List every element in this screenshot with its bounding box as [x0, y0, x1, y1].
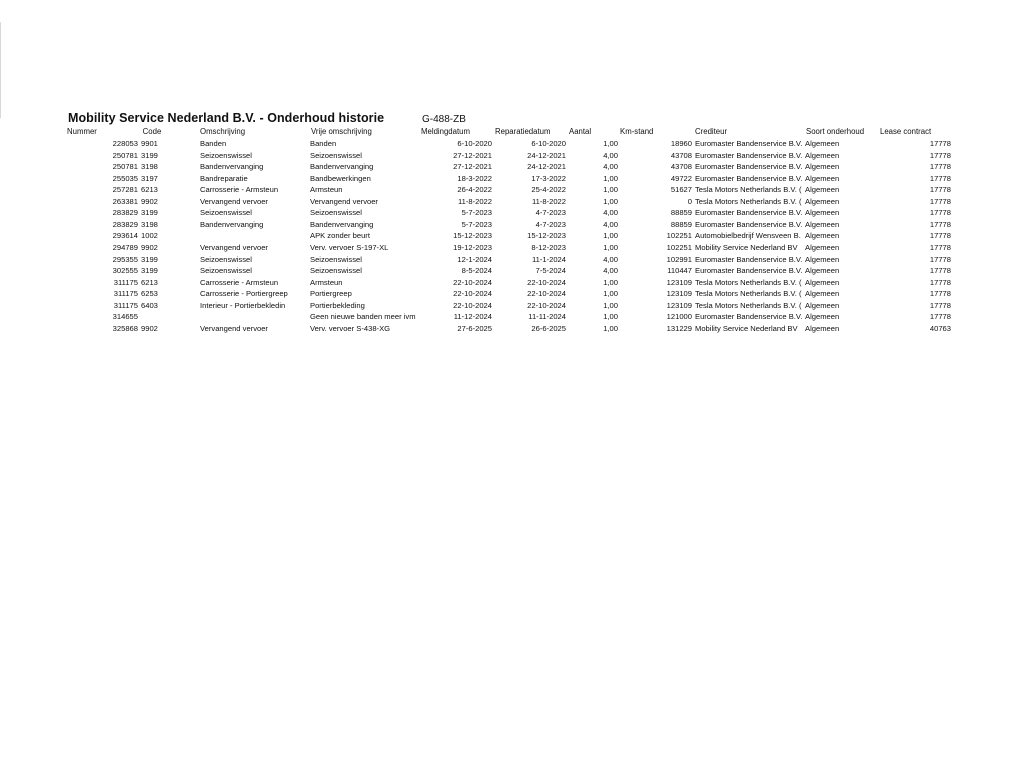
- cell-vrije-omschrijving: Bandenvervanging: [310, 162, 374, 172]
- cell-omschrijving: Seizoenswissel: [200, 208, 252, 218]
- cell-vrije-omschrijving: Seizoenswissel: [310, 208, 362, 218]
- cell-lease-contract: 17778: [929, 312, 951, 322]
- cell-code: 9902: [141, 242, 158, 252]
- page-edge-rule: [0, 22, 1, 118]
- cell-lease-contract: 17778: [929, 150, 951, 160]
- cell-soort-onderhoud: Algemeen: [805, 208, 840, 218]
- cell-reparatiedatum: 17-3-2022: [531, 173, 566, 183]
- cell-code: 9902: [141, 196, 158, 206]
- cell-omschrijving: Bandenvervanging: [200, 219, 264, 229]
- cell-aantal: 4,00: [603, 162, 618, 172]
- cell-km-stand: 102251: [666, 231, 692, 241]
- cell-aantal: 1,00: [603, 300, 618, 310]
- cell-km-stand: 88859: [670, 208, 692, 218]
- cell-crediteur: Tesla Motors Netherlands B.V. (: [695, 277, 802, 287]
- cell-aantal: 4,00: [603, 266, 618, 276]
- cell-km-stand: 131229: [666, 323, 692, 333]
- cell-meldingdatum: 11-8-2022: [457, 196, 492, 206]
- cell-soort-onderhoud: Algemeen: [805, 289, 840, 299]
- cell-vrije-omschrijving: Vervangend vervoer: [310, 196, 378, 206]
- cell-aantal: 1,00: [603, 231, 618, 241]
- cell-soort-onderhoud: Algemeen: [805, 300, 840, 310]
- cell-crediteur: Euromaster Bandenservice B.V.: [695, 266, 803, 276]
- column-header-vrije-omschrijving: Vrije omschrijving: [311, 127, 372, 136]
- cell-km-stand: 110447: [667, 266, 692, 276]
- cell-code: 3199: [141, 254, 158, 264]
- cell-omschrijving: Banden: [200, 139, 227, 148]
- cell-meldingdatum: 5-7-2023: [461, 208, 492, 218]
- column-header-meldingdatum: Meldingdatum: [421, 127, 470, 136]
- cell-meldingdatum: 26-4-2022: [457, 185, 492, 195]
- cell-code: 6213: [141, 277, 158, 287]
- cell-crediteur: Tesla Motors Netherlands B.V. (: [695, 196, 802, 206]
- cell-omschrijving: Carrosserie - Armsteun: [200, 277, 279, 287]
- cell-km-stand: 43708: [670, 150, 692, 160]
- cell-reparatiedatum: 25-4-2022: [531, 185, 566, 195]
- cell-nummer: 325868: [112, 323, 138, 333]
- cell-nummer: 294789: [112, 242, 138, 252]
- cell-soort-onderhoud: Algemeen: [805, 277, 840, 287]
- cell-soort-onderhoud: Algemeen: [805, 266, 840, 276]
- cell-lease-contract: 17778: [929, 231, 951, 241]
- cell-vrije-omschrijving: Bandenvervanging: [310, 219, 374, 229]
- cell-reparatiedatum: 22-10-2024: [527, 277, 566, 287]
- cell-nummer: 311175: [113, 277, 138, 287]
- cell-meldingdatum: 11-12-2024: [453, 312, 492, 322]
- cell-vrije-omschrijving: Portierbekleding: [310, 300, 365, 310]
- cell-lease-contract: 17778: [929, 277, 951, 287]
- cell-vrije-omschrijving: Armsteun: [310, 277, 343, 287]
- cell-lease-contract: 17778: [929, 289, 951, 299]
- cell-meldingdatum: 27-6-2025: [457, 323, 492, 333]
- cell-km-stand: 123109: [666, 289, 692, 299]
- cell-reparatiedatum: 11-8-2022: [531, 196, 566, 206]
- cell-crediteur: Tesla Motors Netherlands B.V. (: [695, 185, 802, 195]
- license-plate: G-488-ZB: [422, 114, 466, 125]
- cell-lease-contract: 17778: [929, 300, 951, 310]
- cell-meldingdatum: 22-10-2024: [453, 300, 492, 310]
- cell-reparatiedatum: 11-1-2024: [531, 254, 566, 264]
- cell-code: 9902: [141, 323, 158, 333]
- cell-soort-onderhoud: Algemeen: [805, 185, 840, 195]
- cell-vrije-omschrijving: Verv. vervoer S-197-XL: [310, 242, 389, 252]
- cell-crediteur: Euromaster Bandenservice B.V.: [695, 173, 803, 183]
- cell-aantal: 1,00: [603, 323, 618, 333]
- column-header-nummer: Nummer: [67, 127, 97, 136]
- cell-nummer: 283829: [112, 208, 138, 218]
- cell-crediteur: Mobility Service Nederland BV: [695, 242, 798, 252]
- cell-aantal: 1,00: [603, 173, 618, 183]
- cell-reparatiedatum: 24-12-2021: [527, 150, 566, 160]
- cell-reparatiedatum: 7-5-2024: [535, 266, 566, 276]
- cell-reparatiedatum: 15-12-2023: [527, 231, 566, 241]
- cell-lease-contract: 17778: [929, 196, 951, 206]
- cell-aantal: 1,00: [603, 277, 618, 287]
- cell-lease-contract: 17778: [929, 139, 951, 148]
- cell-crediteur: Euromaster Bandenservice B.V.: [695, 139, 803, 148]
- cell-code: 6213: [141, 185, 158, 195]
- cell-crediteur: Euromaster Bandenservice B.V.: [695, 162, 803, 172]
- cell-nummer: 295355: [112, 254, 138, 264]
- cell-vrije-omschrijving: APK zonder beurt: [310, 231, 370, 241]
- cell-omschrijving: Vervangend vervoer: [200, 242, 268, 252]
- cell-lease-contract: 17778: [929, 208, 951, 218]
- cell-code: 3199: [141, 150, 158, 160]
- cell-soort-onderhoud: Algemeen: [805, 323, 840, 333]
- cell-soort-onderhoud: Algemeen: [805, 242, 840, 252]
- cell-vrije-omschrijving: Verv. vervoer S-438-XG: [310, 323, 391, 333]
- cell-omschrijving: Carrosserie - Armsteun: [200, 185, 279, 195]
- cell-soort-onderhoud: Algemeen: [805, 173, 840, 183]
- cell-code: 3199: [141, 208, 158, 218]
- cell-omschrijving: Bandenvervanging: [200, 162, 264, 172]
- cell-km-stand: 18960: [670, 139, 692, 148]
- cell-meldingdatum: 22-10-2024: [453, 277, 492, 287]
- cell-vrije-omschrijving: Seizoenswissel: [310, 254, 362, 264]
- cell-nummer: 257281: [112, 185, 138, 195]
- cell-km-stand: 102991: [666, 254, 692, 264]
- cell-soort-onderhoud: Algemeen: [805, 219, 840, 229]
- column-header-lease-contract: Lease contract: [880, 127, 932, 136]
- cell-aantal: 4,00: [603, 219, 618, 229]
- cell-meldingdatum: 18-3-2022: [457, 173, 492, 183]
- cell-km-stand: 49722: [670, 173, 692, 183]
- cell-omschrijving: Seizoenswissel: [200, 150, 252, 160]
- cell-crediteur: Euromaster Bandenservice B.V.: [695, 254, 803, 264]
- cell-soort-onderhoud: Algemeen: [805, 231, 840, 241]
- cell-code: 6403: [141, 300, 158, 310]
- cell-omschrijving: Seizoenswissel: [200, 254, 252, 264]
- cell-vrije-omschrijving: Banden: [310, 139, 337, 148]
- cell-meldingdatum: 27-12-2021: [453, 162, 492, 172]
- cell-crediteur: Euromaster Bandenservice B.V.: [695, 312, 803, 322]
- cell-nummer: 302555: [112, 266, 138, 276]
- cell-omschrijving: Seizoenswissel: [200, 266, 252, 276]
- cell-vrije-omschrijving: Seizoenswissel: [310, 266, 362, 276]
- cell-crediteur: Mobility Service Nederland BV: [695, 323, 798, 333]
- cell-lease-contract: 17778: [929, 173, 951, 183]
- report-title: Mobility Service Nederland B.V. - Onderhoud historie: [68, 111, 385, 125]
- cell-soort-onderhoud: Algemeen: [805, 254, 840, 264]
- cell-km-stand: 121000: [666, 312, 692, 322]
- cell-lease-contract: 17778: [929, 242, 951, 252]
- cell-code: 3199: [141, 266, 158, 276]
- cell-nummer: 314655: [112, 312, 138, 322]
- cell-omschrijving: Vervangend vervoer: [200, 323, 268, 333]
- cell-soort-onderhoud: Algemeen: [805, 162, 840, 172]
- cell-meldingdatum: 27-12-2021: [453, 150, 492, 160]
- cell-omschrijving: Interieur - Portierbekledin: [200, 300, 286, 310]
- cell-reparatiedatum: 26-6-2025: [531, 323, 566, 333]
- column-header-code: Code: [142, 127, 162, 136]
- cell-nummer: 311175: [113, 300, 138, 310]
- cell-aantal: 4,00: [603, 208, 618, 218]
- cell-crediteur: Euromaster Bandenservice B.V.: [695, 150, 803, 160]
- cell-km-stand: 0: [687, 196, 692, 206]
- cell-nummer: 228053: [112, 139, 138, 148]
- cell-crediteur: Tesla Motors Netherlands B.V. (: [695, 289, 802, 299]
- cell-soort-onderhoud: Algemeen: [805, 196, 840, 206]
- cell-km-stand: 123109: [666, 300, 692, 310]
- cell-km-stand: 123109: [666, 277, 692, 287]
- cell-aantal: 4,00: [603, 150, 618, 160]
- cell-km-stand: 102251: [666, 242, 692, 252]
- cell-aantal: 1,00: [603, 185, 618, 195]
- cell-aantal: 1,00: [603, 196, 618, 206]
- cell-reparatiedatum: 6-10-2020: [531, 139, 566, 148]
- column-header-km-stand: Km-stand: [620, 127, 654, 136]
- cell-vrije-omschrijving: Portiergreep: [310, 289, 352, 299]
- cell-lease-contract: 17778: [929, 219, 951, 229]
- cell-nummer: 311175: [113, 289, 138, 299]
- cell-nummer: 293614: [112, 231, 138, 241]
- cell-aantal: 1,00: [603, 312, 618, 322]
- cell-vrije-omschrijving: Seizoenswissel: [310, 150, 362, 160]
- cell-lease-contract: 17778: [929, 162, 951, 172]
- cell-crediteur: Automobielbedrijf Wensveen B.: [695, 231, 801, 241]
- cell-reparatiedatum: 24-12-2021: [527, 162, 566, 172]
- cell-meldingdatum: 6-10-2020: [457, 139, 492, 148]
- cell-vrije-omschrijving: Geen nieuwe banden meer ivm: [310, 312, 416, 322]
- cell-nummer: 263381: [112, 196, 138, 206]
- cell-aantal: 4,00: [603, 254, 618, 264]
- cell-omschrijving: Vervangend vervoer: [200, 196, 268, 206]
- cell-meldingdatum: 5-7-2023: [461, 219, 492, 229]
- cell-km-stand: 43708: [670, 162, 692, 172]
- cell-omschrijving: Bandreparatie: [200, 173, 248, 183]
- cell-code: 6253: [141, 289, 158, 299]
- cell-soort-onderhoud: Algemeen: [805, 312, 840, 322]
- cell-vrije-omschrijving: Bandbewerkingen: [310, 173, 371, 183]
- cell-meldingdatum: 22-10-2024: [453, 289, 492, 299]
- cell-nummer: 250781: [112, 162, 138, 172]
- cell-reparatiedatum: 11-11-2024: [528, 312, 566, 322]
- cell-aantal: 1,00: [603, 289, 618, 299]
- cell-soort-onderhoud: Algemeen: [805, 150, 840, 160]
- cell-meldingdatum: 15-12-2023: [453, 231, 492, 241]
- cell-nummer: 255035: [112, 173, 138, 183]
- cell-code: 3197: [141, 173, 158, 183]
- cell-lease-contract: 40763: [929, 323, 951, 333]
- cell-nummer: 250781: [112, 150, 138, 160]
- cell-omschrijving: Carrosserie - Portiergreep: [200, 289, 288, 299]
- cell-km-stand: 88859: [670, 219, 692, 229]
- cell-lease-contract: 17778: [929, 266, 951, 276]
- cell-code: 3198: [141, 219, 158, 229]
- column-header-reparatiedatum: Reparatiedatum: [495, 127, 551, 136]
- column-header-omschrijving: Omschrijving: [200, 127, 246, 136]
- cell-lease-contract: 17778: [929, 185, 951, 195]
- cell-crediteur: Euromaster Bandenservice B.V.: [695, 208, 803, 218]
- cell-reparatiedatum: 8-12-2023: [531, 242, 566, 252]
- cell-aantal: 1,00: [603, 242, 618, 252]
- cell-aantal: 1,00: [603, 139, 618, 148]
- cell-meldingdatum: 12-1-2024: [457, 254, 492, 264]
- cell-crediteur: Euromaster Bandenservice B.V.: [695, 219, 803, 229]
- cell-reparatiedatum: 22-10-2024: [527, 300, 566, 310]
- cell-vrije-omschrijving: Armsteun: [310, 185, 343, 195]
- cell-code: 1002: [141, 231, 158, 241]
- cell-code: 3198: [141, 162, 158, 172]
- column-header-aantal: Aantal: [569, 127, 592, 136]
- cell-soort-onderhoud: Algemeen: [805, 139, 840, 148]
- cell-lease-contract: 17778: [929, 254, 951, 264]
- cell-nummer: 283829: [112, 219, 138, 229]
- cell-code: 9901: [141, 139, 158, 148]
- cell-reparatiedatum: 4-7-2023: [535, 219, 566, 229]
- cell-reparatiedatum: 4-7-2023: [535, 208, 566, 218]
- cell-meldingdatum: 19-12-2023: [453, 242, 492, 252]
- column-header-soort-onderhoud: Soort onderhoud: [806, 127, 865, 136]
- cell-meldingdatum: 8-5-2024: [461, 266, 492, 276]
- cell-km-stand: 51627: [670, 185, 692, 195]
- cell-reparatiedatum: 22-10-2024: [527, 289, 566, 299]
- cell-crediteur: Tesla Motors Netherlands B.V. (: [695, 300, 802, 310]
- column-header-crediteur: Crediteur: [695, 127, 728, 136]
